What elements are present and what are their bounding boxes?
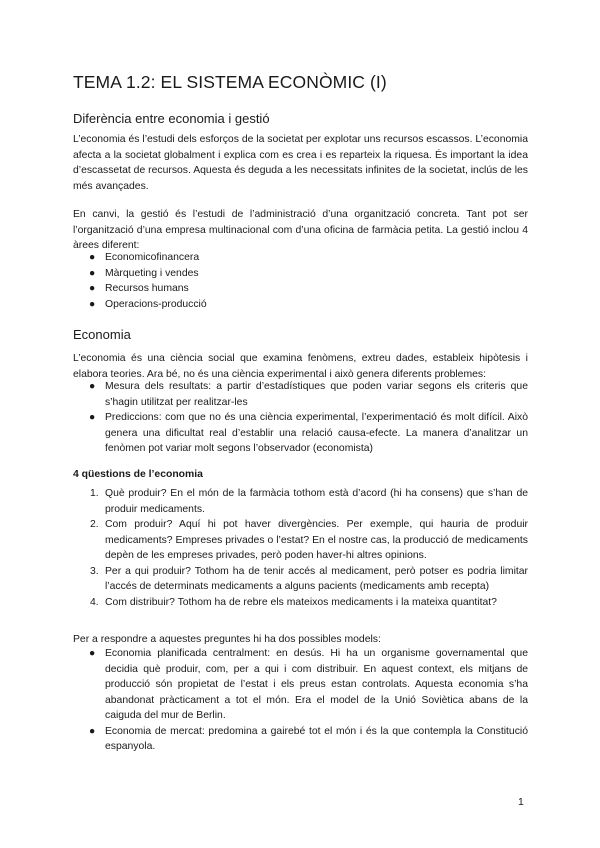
bullet-icon: ● [89,267,96,279]
page-number: 1 [518,797,524,808]
economy-problems-list [73,379,528,457]
economy-questions-list [73,486,528,610]
list-item: ● Operacions-producció [73,297,528,313]
list-item: ● Prediccions: com que no és una ciència experimental, l’experimentació és molt difícil. Això genera una dificultat real d’establir una relació causa-efecte. La manera d’analitzar un fenòmen pot variar molt segons l’observador (economista) [89,412,528,454]
questions-heading: 4 qüestions de l’economia [73,469,203,480]
paragraph-economy-definition: L’economia és l’estudi dels esforços de la societat per explotar uns recursos escassos. L’economia afecta a la societat globalment i explica com es crea i es reparteix la riquesa. És important la idea d’escassetat de recursos. Aquesta és deguda a les necessitats infinites de la societat, inclús de les més avançades. [73,134,528,192]
bullet-icon: ● [89,412,96,423]
bullet-icon: ● [89,283,96,294]
bullet-icon: ● [89,648,96,659]
economic-models-list [73,646,528,755]
section-heading-economy: Economia [73,327,131,342]
list-item: 2. Com produir? Aquí hi pot haver divergències. Per exemple, qui hauria de produir medicaments? Empreses privades o l’estat? En el nostre cas, la producció de medicaments depèn de les empreses privades, però poden haver-hi altres opinions. [90,519,528,561]
page-title: TEMA 1.2: EL SISTEMA ECONÒMIC (I) [73,72,387,92]
paragraph-economy-science: L’economia és una ciència social que examina fenòmens, extreu dades, estableix hipòtesis i elabora teories. Ara bé, no és una ciència experimental i això genera diferents problemes: [73,353,528,380]
paragraph-models-intro: Per a respondre a aquestes preguntes hi ha dos possibles models: [73,634,381,645]
list-item: 3. Per a qui produir? Tothom ha de tenir accés al medicament, però potser es podria limitar l’accés de determinats medicaments a alguns pacients (medicaments amb recepta) [90,565,528,592]
management-areas-list [73,250,528,312]
list-item: ● Economia de mercat: predomina a gairebé tot el món i és la que contempla la Constitució espanyola. [89,725,528,752]
paragraph-management-definition: En canvi, la gestió és l’estudi de l’administració d’una organització concreta. Tant pot ser l’organització d’una empresa multinacional com d’una oficina de farmàcia petita. La gestió inclou 4 àrees diferent: [73,209,528,251]
list-item: 4. Com distribuir? Tothom ha de rebre els mateixos medicaments i la mateixa quantitat? [90,596,497,608]
bullet-icon: ● [89,725,96,737]
list-item: ● Màrqueting i vendes [73,266,528,282]
bullet-icon: ● [89,298,96,310]
section-heading-differences: Diferència entre economia i gestió [73,111,270,126]
list-item: 1. Què produir? En el món de la farmàcia tothom està d’acord (hi ha consens) que s’han de produir medicaments. [90,488,528,515]
list-item: ● Economia planificada centralment: en desús. Hi ha un organisme governamental que decidia què produir, com, per a qui i com distribuir. En aquest context, els mitjans de producció són propietat de l’estat i els preus estan controlats. Aquesta economia s’ha abandonat pràcticament a tot el món. Era el model de la Unió Soviètica abans de la caiguda del mur de Berlin. [89,648,528,721]
list-item: ● Recursos humans [73,281,528,297]
list-item: ● Economicofinancera [73,250,528,266]
bullet-icon: ● [89,381,96,392]
list-item: ● Mesura dels resultats: a partir d’estadístiques que poden variar segons els criteris que s’hagin utilitzat per realitzar-les [89,381,528,408]
bullet-icon: ● [89,252,96,263]
